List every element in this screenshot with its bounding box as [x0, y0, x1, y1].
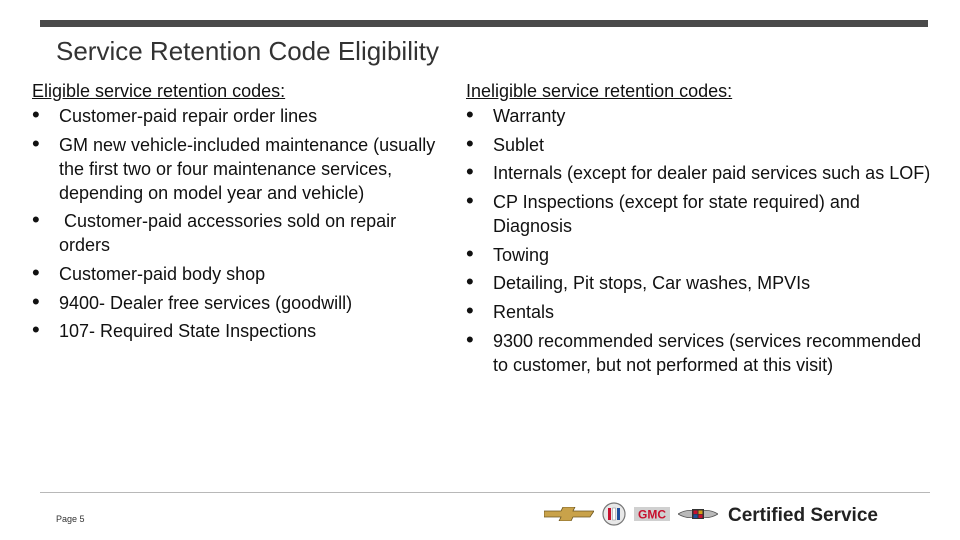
bullet-icon: •	[466, 130, 474, 156]
list-item: • Internals (except for dealer paid services such as LOF)	[466, 159, 931, 185]
bullet-icon: •	[466, 269, 474, 295]
list-item: • Warranty	[466, 102, 566, 127]
bullet-icon: •	[32, 130, 40, 156]
list-item: • 9400- Dealer free services (goodwill)	[32, 288, 353, 314]
list-item: • Sublet	[466, 130, 545, 156]
bullet-icon: •	[32, 317, 40, 343]
eligible-column	[32, 80, 442, 348]
bullet-icon: •	[32, 288, 40, 314]
gmc-icon	[634, 506, 670, 527]
ineligible-list	[466, 104, 936, 377]
list-item: • GM new vehicle-included maintenance (usually the first two or four maintenance services, depending on model year and vehicle)	[32, 130, 436, 203]
bullet-icon: •	[466, 102, 474, 127]
bullet-icon: •	[466, 326, 474, 352]
list-item: • Rentals	[466, 298, 555, 324]
chevrolet-bowtie-icon	[544, 507, 594, 526]
list-item: • 107- Required State Inspections	[32, 317, 317, 343]
svg-text:GMC: GMC	[638, 507, 666, 521]
list-item: • Customer-paid accessories sold on repair orders	[32, 207, 402, 256]
page-number: Page 5	[56, 514, 85, 524]
buick-shield-icon	[602, 502, 626, 531]
cadillac-crest-icon	[678, 506, 718, 527]
ineligible-heading: Ineligible service retention codes:	[466, 81, 733, 101]
brand-logos	[544, 502, 878, 530]
bullet-icon: •	[466, 188, 474, 214]
list-item: • CP Inspections (except for state required) and Diagnosis	[466, 188, 860, 237]
list-item: • Customer-paid repair order lines	[32, 102, 318, 127]
top-rule	[40, 20, 928, 27]
list-item: • Towing	[466, 240, 550, 266]
bullet-icon: •	[466, 159, 474, 185]
eligible-heading: Eligible service retention codes:	[32, 81, 286, 101]
ineligible-column	[466, 80, 936, 382]
bullet-icon: •	[32, 260, 40, 286]
footer-rule	[40, 492, 930, 493]
eligible-list	[32, 104, 442, 343]
list-item: • Customer-paid body shop	[32, 260, 266, 286]
list-item: • Detailing, Pit stops, Car washes, MPVIs	[466, 269, 811, 295]
certified-service-wordmark: Certified Service	[728, 505, 878, 526]
bullet-icon: •	[466, 240, 474, 266]
bullet-icon: •	[32, 207, 40, 233]
page-title: Service Retention Code Eligibility	[56, 36, 439, 66]
list-item: • 9300 recommended services (services recommended to customer, but not performed at this visit)	[466, 326, 922, 375]
bullet-icon: •	[466, 298, 474, 324]
bullet-icon: •	[32, 102, 40, 127]
